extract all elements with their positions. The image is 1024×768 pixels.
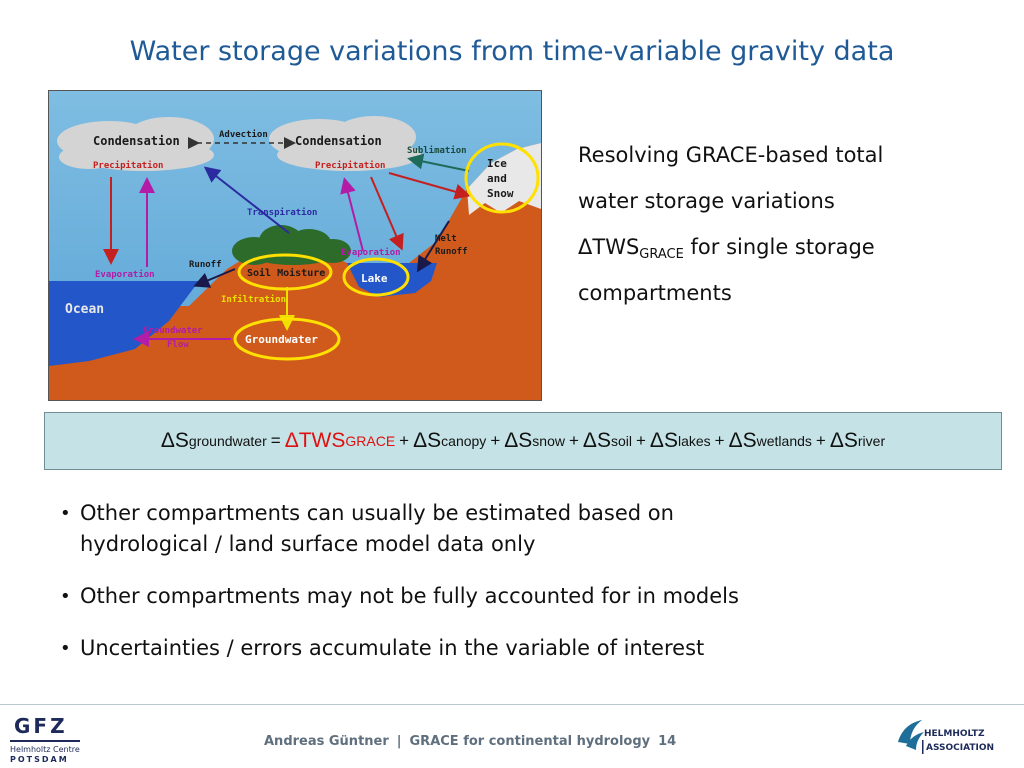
intro-line-4: compartments bbox=[578, 281, 732, 305]
slide-title: Water storage variations from time-variable gravity data bbox=[129, 36, 895, 67]
eq-plus: + bbox=[568, 431, 579, 450]
ice-label-line3: Snow bbox=[487, 187, 514, 200]
bullet-list bbox=[60, 498, 940, 685]
intro-tws-sub: GRACE bbox=[639, 247, 684, 262]
bullet-text-line: Other compartments can usually be estimated based on bbox=[80, 501, 674, 525]
intro-text bbox=[578, 132, 998, 316]
eq-plus: + bbox=[399, 431, 410, 450]
eq-lhs: ΔS bbox=[160, 429, 189, 452]
precipitation-right-label: Precipitation bbox=[315, 161, 386, 171]
bullet-text-line: Other compartments may not be fully accounted for in models bbox=[80, 584, 739, 608]
eq-term-snow: ΔS bbox=[504, 429, 533, 452]
evaporation-right-label: Evaporation bbox=[341, 248, 401, 258]
footer-divider bbox=[0, 704, 1024, 705]
bullet-dot: • bbox=[60, 586, 71, 607]
gfz-logo-bar bbox=[10, 740, 80, 742]
bullet-dot: • bbox=[60, 638, 71, 659]
eq-equals: = bbox=[270, 431, 281, 450]
intro-tws: ΔTWS bbox=[578, 235, 640, 259]
ice-label-line2: and bbox=[487, 172, 507, 185]
water-cycle-diagram bbox=[48, 90, 542, 401]
evaporation-left-label: Evaporation bbox=[95, 270, 155, 280]
groundwater-label: Groundwater bbox=[245, 333, 318, 346]
helmholtz-logo-line1: HELMHOLTZ bbox=[924, 729, 985, 739]
page-number: 14 bbox=[658, 734, 677, 749]
infiltration-label: Infiltration bbox=[221, 295, 287, 305]
gfz-logo bbox=[6, 711, 96, 765]
groundwater-flow-label-line1: Groundwater bbox=[143, 326, 203, 336]
eq-plus: + bbox=[490, 431, 501, 450]
eq-tws: ΔTWS bbox=[284, 429, 346, 452]
eq-term-wetlands: ΔS bbox=[728, 429, 757, 452]
runoff-label: Runoff bbox=[189, 260, 222, 270]
gfz-logo-main: GFZ bbox=[14, 714, 68, 738]
gfz-logo-sub2: POTSDAM bbox=[10, 755, 69, 764]
lake-label: Lake bbox=[361, 272, 388, 285]
eq-term-soil: ΔS bbox=[582, 429, 611, 452]
soil-moisture-label: Soil Moisture bbox=[247, 268, 326, 279]
advection-label: Advection bbox=[219, 130, 268, 140]
precipitation-left-label: Precipitation bbox=[93, 161, 164, 171]
eq-term-river: ΔS bbox=[829, 429, 858, 452]
helmholtz-logo-bar bbox=[922, 740, 924, 754]
bullet-item bbox=[60, 633, 940, 664]
equation-box: ΔS groundwater = ΔTWS GRACE + ΔS canopy + ΔS snow + ΔS soil + ΔS lakes + ΔS wetlands + ΔS river bbox=[44, 412, 1002, 470]
eq-plus: + bbox=[635, 431, 646, 450]
ocean-label: Ocean bbox=[65, 302, 105, 317]
bullet-item bbox=[60, 581, 940, 612]
groundwater-flow-label-line2: Flow bbox=[167, 340, 189, 350]
bullet-text-line: Uncertainties / errors accumulate in the variable of interest bbox=[80, 636, 705, 660]
transpiration-label: Transpiration bbox=[247, 208, 318, 218]
bullet-item bbox=[60, 498, 940, 560]
eq-plus: + bbox=[714, 431, 725, 450]
eq-term-canopy: ΔS bbox=[413, 429, 442, 452]
ice-label-line1: Ice bbox=[487, 157, 507, 170]
bullet-text-line: hydrological / land surface model data only bbox=[80, 532, 536, 556]
intro-line-1: Resolving GRACE-based total bbox=[578, 143, 884, 167]
gfz-logo-sub1: Helmholtz Centre bbox=[10, 745, 80, 754]
eq-term-lakes: ΔS bbox=[649, 429, 678, 452]
intro-line-3-rest: for single storage bbox=[683, 235, 875, 259]
intro-line-2: water storage variations bbox=[578, 189, 835, 213]
helmholtz-logo bbox=[892, 716, 1016, 762]
footer-separator: | bbox=[396, 734, 402, 749]
bullet-dot: • bbox=[60, 503, 71, 524]
melt-label-line2: Runoff bbox=[435, 247, 468, 257]
intro-line-3 bbox=[578, 224, 998, 270]
footer-text bbox=[264, 734, 676, 749]
condensation-right-label: Condensation bbox=[295, 134, 382, 148]
helmholtz-logo-line2: ASSOCIATION bbox=[926, 743, 995, 753]
melt-label-line1: Melt bbox=[435, 234, 457, 244]
condensation-left-label: Condensation bbox=[93, 134, 180, 148]
eq-plus: + bbox=[815, 431, 826, 450]
footer-author: Andreas Güntner bbox=[264, 734, 389, 749]
sublimation-label: Sublimation bbox=[407, 146, 467, 156]
footer-talk: GRACE for continental hydrology bbox=[409, 734, 651, 749]
